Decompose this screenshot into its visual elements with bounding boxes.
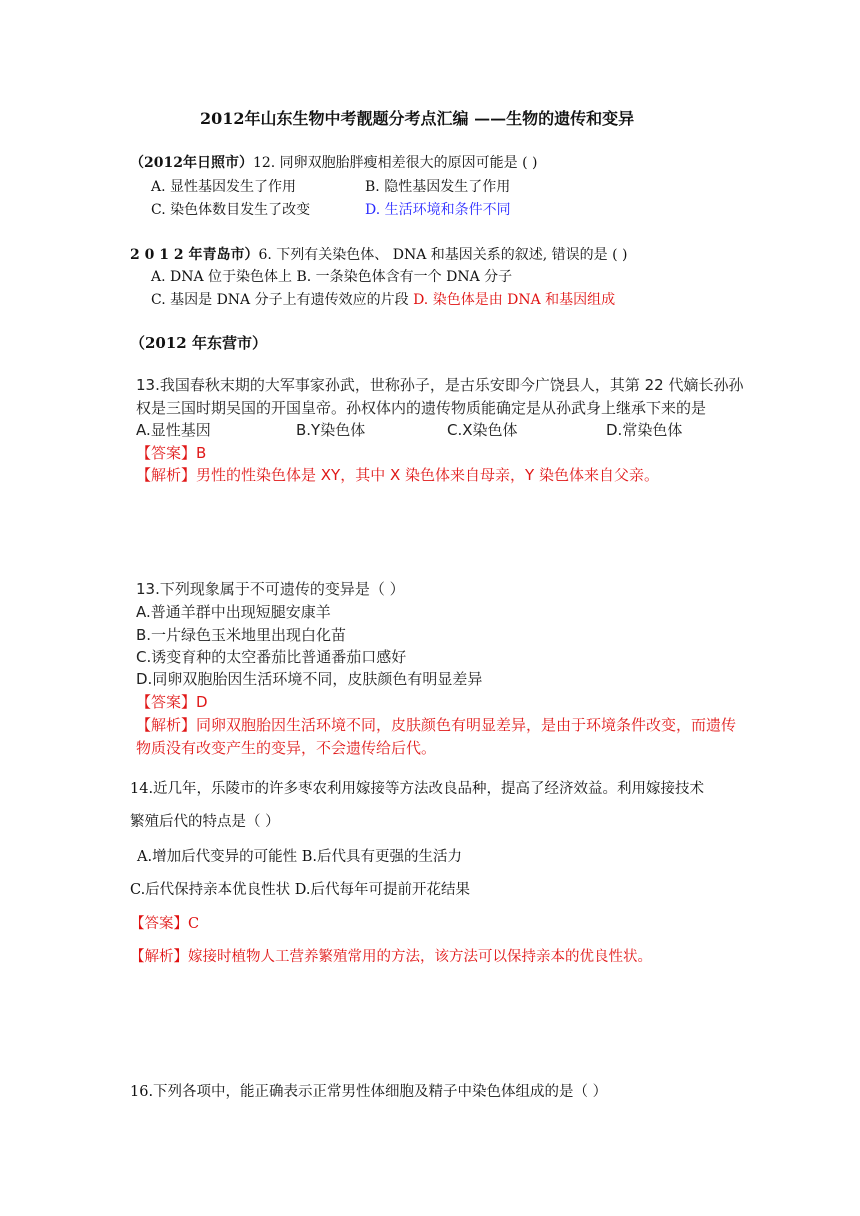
option-b: B. 隐性基因发生了作用 — [365, 179, 511, 195]
question-14-line1: 14.近几年，乐陵市的许多枣农利用嫁接等方法改良品种，提高了经济效益。利用嫁接技术 — [130, 781, 705, 797]
analysis: 【解析】男性的性染色体是 XY，其中 X 染色体来自母亲，Y 染色体来自父亲。 — [136, 466, 659, 484]
question-13b: 13.下列现象属于不可遗传的变异是（ ） — [136, 580, 405, 598]
option-c: C.X染色体 — [447, 421, 518, 439]
option-d: D.常染色体 — [606, 421, 683, 439]
option-a: A.普通羊群中出现短腿安康羊 — [136, 603, 331, 621]
option-a-b: A. DNA 位于染色体上 B. 一条染色体含有一个 DNA 分子 — [151, 269, 513, 285]
answer: 【答案】C — [130, 916, 200, 932]
question-13a-line1: 13.我国春秋末期的大军事家孙武，世称孙子，是古乐安即今广饶县人，其第 22 代嫡长孙孙 — [136, 376, 744, 394]
option-d-answer: D. 生活环境和条件不同 — [365, 202, 511, 218]
question-12 — [130, 152, 538, 172]
question-14-line2: 繁殖后代的特点是（ ） — [130, 814, 280, 830]
option-a: A.显性基因 — [136, 421, 211, 439]
answer: 【答案】B — [136, 444, 207, 462]
option-a: A. 显性基因发生了作用 — [151, 179, 297, 195]
question-source: （2012年日照市） — [130, 155, 253, 171]
analysis: 【解析】嫁接时植物人工营养繁殖常用的方法，该方法可以保持亲本的优良性状。 — [130, 949, 652, 965]
option-b: B.Y染色体 — [296, 421, 366, 439]
analysis-line1: 【解析】同卵双胞胎因生活环境不同，皮肤颜色有明显差异，是由于环境条件改变，而遗传 — [136, 716, 737, 734]
question-13a-line2: 权是三国时期吴国的开国皇帝。孙权体内的遗传物质能确定是从孙武身上继承下来的是 — [136, 399, 707, 417]
option-d: D.同卵双胞胎因生活环境不同，皮肤颜色有明显差异 — [136, 670, 483, 688]
option-d-answer: D. 染色体是由 DNA 和基因组成 — [413, 292, 616, 308]
answer: 【答案】D — [136, 693, 208, 711]
question-text: 12. 同卵双胞胎胖瘦相差很大的原因可能是 ( ) — [252, 155, 538, 171]
option-c: C.诱变育种的太空番茄比普通番茄口感好 — [136, 648, 407, 666]
document-title: 2012年山东生物中考靓题分考点汇编 ——生物的遗传和变异 — [200, 109, 635, 128]
section-heading: （2012 年东营市） — [130, 334, 267, 352]
question-16: 16.下列各项中，能正确表示正常男性体细胞及精子中染色体组成的是（ ） — [130, 1084, 608, 1100]
option-c-d: C.后代保持亲本优良性状 D.后代每年可提前开花结果 — [130, 882, 471, 898]
option-c: C. 染色体数目发生了改变 — [151, 202, 311, 218]
option-a-b: A.增加后代变异的可能性 B.后代具有更强的生活力 — [137, 849, 462, 865]
question-6 — [130, 244, 628, 264]
option-c: C. 基因是 DNA 分子上有遗传效应的片段 — [151, 292, 409, 308]
question-text: 6. 下列有关染色体、 DNA 和基因关系的叙述, 错误的是 ( ) — [258, 247, 628, 263]
question-source: 2 0 1 2 年青岛市） — [130, 247, 259, 263]
option-c-d-line — [151, 289, 615, 309]
analysis-line2: 物质没有改变产生的变异，不会遗传给后代。 — [136, 739, 437, 757]
option-b: B.一片绿色玉米地里出现白化苗 — [136, 626, 347, 644]
